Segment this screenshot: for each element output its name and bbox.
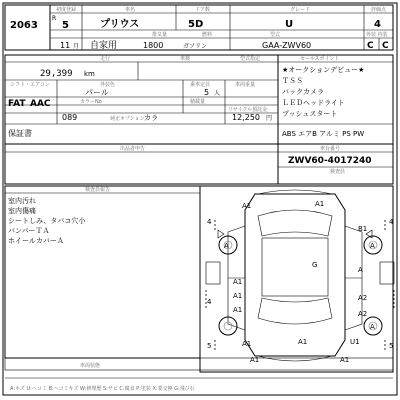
sales-point-3: バックカメラ [282, 88, 324, 96]
mark-rear-center: A1 [298, 338, 308, 346]
mark-front-right: B1 [358, 225, 368, 233]
diagram-box [200, 186, 393, 372]
svg-text:初度登録: 初度登録 [56, 7, 77, 13]
svg-text:型式指定: 型式指定 [240, 56, 261, 62]
sales-point-5: プッシュスタート [282, 110, 338, 118]
svg-text:A:キズ U:ヘコミ B:ヘコミキズ W:修理歴 S:サビ: A:キズ U:ヘコミ B:ヘコミキズ W:修理歴 S:サビ C:腐食 P:塗装 X:要交換 G:飛び石 [10, 386, 195, 392]
transmission: FAT [8, 99, 26, 109]
mileage: 29,399 [40, 69, 73, 79]
svg-text:評価点: 評価点 [371, 7, 387, 13]
aircon: AAC [30, 99, 51, 109]
mark-right-quarter: A2 [358, 310, 368, 318]
svg-text:走行: 走行 [100, 56, 111, 62]
svg-text:検査員: 検査員 [330, 169, 346, 175]
car-diagram [206, 190, 394, 361]
mark-left-quarter: A1 [233, 292, 243, 300]
svg-text:車検: 車検 [180, 56, 191, 62]
color-code: 089 [62, 113, 78, 122]
mark-right-door-rear: A2 [358, 294, 368, 302]
mark-left-door-rear: A1 [233, 306, 243, 314]
mark-rear-bumper-right: A1 [340, 356, 350, 364]
lot-number: 2063 [10, 20, 38, 31]
mark-right-door-front: A [358, 266, 363, 274]
equipment-list: ABS エアB アルミ PS PW [282, 130, 365, 138]
doors: 5D [188, 19, 204, 30]
interior-grade: C [382, 41, 389, 51]
mark-roof: G [312, 261, 318, 269]
year-era: R [52, 15, 57, 22]
svg-text:車両重量: 車両重量 [235, 82, 256, 88]
bracket-num-5: 5 [389, 342, 394, 350]
year: 5 [62, 20, 69, 31]
month-unit: 月 [73, 43, 80, 50]
svg-text:車台番号: 車台番号 [320, 146, 341, 152]
svg-text:車名: 車名 [125, 7, 136, 13]
svg-text:型式: 型式 [270, 32, 281, 38]
svg-text:排気量: 排気量 [152, 32, 168, 38]
mark-front-center: A1 [315, 200, 325, 208]
model-code: GAA-ZWV60 [262, 41, 312, 50]
svg-text:外装 内装: 外装 内装 [366, 32, 388, 38]
recycle-unit: 円 [266, 115, 273, 122]
capacity-unit: 人 [214, 90, 221, 97]
svg-text:ドア数: ドア数 [195, 7, 210, 13]
svg-text:車両状態: 車両状態 [80, 363, 101, 369]
score: 4 [374, 19, 381, 30]
note-line-5: ホイールカバーＡ [8, 237, 64, 245]
mileage-unit: km [84, 70, 95, 78]
mark-rear-right: U1 [350, 338, 360, 346]
svg-text:グレード: グレード [290, 7, 311, 13]
svg-text:乗車定員: 乗車定員 [190, 82, 211, 88]
recycle-fee: 12,250 [232, 113, 260, 122]
note-line-1: 室内汚れ [8, 197, 36, 205]
svg-text:燃料: 燃料 [202, 32, 213, 38]
chassis-number: ZWV60-4017240 [288, 156, 372, 166]
use-type: 自家用 [90, 41, 118, 51]
svg-text:シフト・エアコン: シフト・エアコン [10, 82, 50, 88]
svg-text:検査員報告: 検査員報告 [85, 187, 111, 193]
warranty: 保証書 [8, 129, 32, 138]
sales-point-4: ＬＥＤヘッドライト [282, 99, 345, 107]
displacement: 1800 [143, 41, 164, 50]
note-line-2: 室内傷痛 [8, 207, 36, 215]
bracket-num-4: 5 [207, 342, 212, 350]
car-name: プリウス [100, 19, 140, 30]
svg-text:積載量: 積載量 [190, 99, 206, 105]
svg-text:外装色: 外装色 [100, 82, 116, 88]
mark-left-door-front: A1 [233, 278, 243, 286]
month: 11 [60, 41, 71, 50]
mark-wheel-rr: A [370, 323, 375, 331]
sales-point-2: ＴＳＳ [282, 77, 303, 85]
capacity: 5 [204, 88, 210, 97]
svg-text:カラーNo: カラーNo [80, 99, 102, 105]
mark-wheel-fl: A [224, 242, 229, 250]
svg-text:リサイクル預託金: リサイクル預託金 [228, 107, 268, 113]
mark-front-left: A1 [242, 202, 252, 210]
bracket-num-1: 4 [207, 218, 212, 226]
note-line-4: バンパーＴＡ [8, 227, 50, 235]
bracket-num-2: 4 [389, 218, 394, 226]
svg-text:セールスポイント: セールスポイント [300, 56, 340, 62]
mark-rear-bumper-left: A1 [250, 356, 260, 364]
note-line-3: シートしみ、タバコ穴小 [8, 217, 86, 225]
exterior-color: パール [85, 88, 109, 97]
mark-wheel-fr: A [370, 242, 375, 250]
svg-text:純正オプション: 純正オプション [110, 116, 145, 122]
exterior-grade: C [367, 41, 374, 51]
mark-rear-left: A1 [242, 340, 252, 348]
sales-point-1: ★オークションデビュー★ [282, 66, 365, 74]
color-code-unit: カラ [144, 114, 158, 122]
svg-text:出品者申告: 出品者申告 [120, 146, 146, 152]
grade: U [285, 19, 294, 30]
bracket-num-3: 4 [207, 298, 212, 306]
fuel: ガソリン [183, 43, 208, 50]
